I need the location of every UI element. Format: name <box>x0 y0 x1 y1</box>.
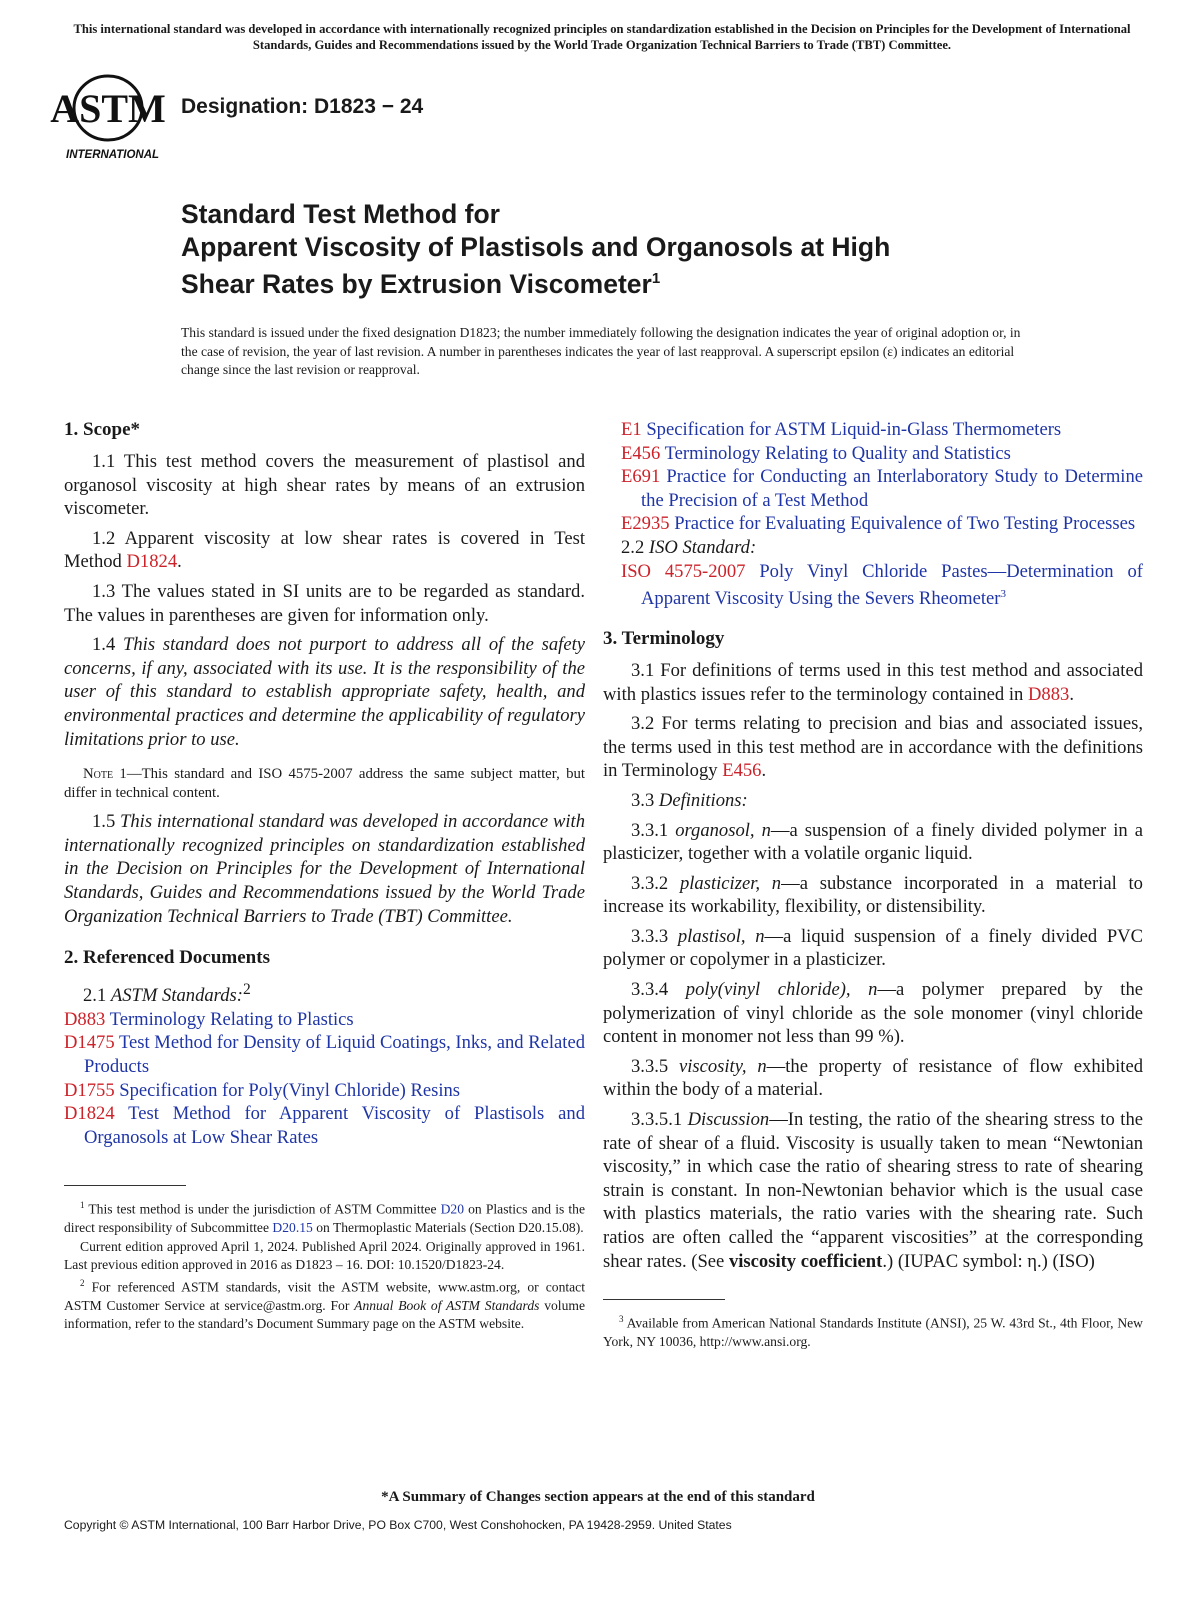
link-d1824[interactable]: D1824 <box>126 551 178 573</box>
terminology-heading: 3. Terminology <box>603 627 725 649</box>
footnote-2: $^2$ For referenced ASTM standards, visit the ASTM website, www.astm.org, or contact ASTM Customer Service at service@astm.org. For Annual Book of ASTM Standards volume information, refer to the standard’s Document Summary page on the ASTM website. <box>64 1278 585 1332</box>
refdocs-heading: 2. Referenced Documents <box>64 947 270 969</box>
svg-text:ASTM: ASTM <box>50 86 166 131</box>
para-1-2: 1.2 Apparent viscosity at low shear rates is covered in Test Method D1824. <box>64 527 585 573</box>
summary-of-changes-note: *A Summary of Changes section appears at the end of this standard <box>381 1489 815 1505</box>
para-3-2: 3.2 For terms relating to precision and bias and associated issues, the terms used in this test method are in accordance with the definitions in Terminology E456. <box>603 713 1143 782</box>
link-d20[interactable]: D20 <box>440 1201 465 1217</box>
link-d20-15[interactable]: D20.15 <box>272 1220 313 1236</box>
footnote-rule-right <box>603 1299 725 1300</box>
copyright: Copyright © ASTM International, 100 Barr Harbor Drive, PO Box C700, West Conshohocken, PA 19428-2959. United States <box>64 1518 732 1532</box>
ref-e691[interactable]: E691 Practice for Conducting an Interlaboratory Study to Determine the Precision of a Test Method <box>621 466 1143 511</box>
discussion-3-3-5-1: 3.3.5.1 Discussion—In testing, the ratio of the shearing stress to the rate of shear of a fluid. Viscosity is usually taken to mean “Newtonian viscosity,” in which case the ratio of shearing stress to rate of shearing strain is constant. In non-Newtonian behavior which is the usual case with plastics materials, the ratio varies with the shearing rate. Such ratios are often called the “apparent viscosities” at the corresponding shear rates. (See viscosity coefficient.) (IUPAC symbol: η.) (ISO) <box>603 1109 1143 1272</box>
document-title: Standard Test Method for Apparent Viscosity of Plastisols and Organosols at High Shear Rates by Extrusion Viscometer$^1$ <box>181 199 891 299</box>
footnote-3: $^3$ Available from American National Standards Institute (ANSI), 25 W. 43rd St., 4th Floor, New York, NY 10036, http://www.ansi.org. <box>603 1314 1143 1350</box>
footnote-1-current: Current edition approved April 1, 2024. Published April 2024. Originally approved in 1961. Last previous edition approved in 2016 as D1823 – 16. DOI: 10.1520/D1823-24. <box>64 1238 585 1272</box>
iso-standard-label: 2.2 ISO Standard: <box>621 536 757 558</box>
def-plastisol: 3.3.3 plastisol, n—a liquid suspension of a finely divided PVC polymer or copolymer in a plasticizer. <box>603 925 1144 971</box>
link-e456[interactable]: E456 <box>722 760 762 782</box>
para-1-5: 1.5 This international standard was developed in accordance with internationally recognized principles on standardization established in the Decision on Principles for the Development of International Standards, Guides and Recommendations issued by the World Trade Organization Technical Barriers to Trade (TBT) Committee. <box>64 811 586 927</box>
issuance-statement: This standard is issued under the fixed designation D1823; the number immediately following the designation indicates the year of original adoption or, in the case of revision, the year of last revision. A number in parentheses indicates the year of last reapproval. A superscript epsilon (ε) indicates an editorial change since the last revision or reapproval. <box>181 325 1021 377</box>
ref-iso-4575[interactable]: ISO 4575-2007 Poly Vinyl Chloride Pastes—Determination of Apparent Viscosity Using the Severs Rheometer$^3$ <box>621 560 1143 610</box>
para-3-1: 3.1 For definitions of terms used in this test method and associated with plastics issues refer to the terminology contained in D883. <box>603 659 1143 705</box>
right-column <box>603 418 1144 1351</box>
para-3-3: 3.3 Definitions: <box>631 789 748 811</box>
ref-d883[interactable]: D883 Terminology Relating to Plastics <box>64 1008 354 1030</box>
astm-standards-label: 2.1 ASTM Standards:$^2$ <box>83 981 251 1007</box>
svg-text:INTERNATIONAL: INTERNATIONAL <box>66 149 160 161</box>
para-1-3: 1.3 The values stated in SI units are to be regarded as standard. The values in parentheses are given for information only. <box>64 580 585 626</box>
astm-logo <box>50 70 170 166</box>
designation: Designation: D1823 − 24 <box>181 95 424 118</box>
def-plasticizer: 3.3.2 plasticizer, n—a substance incorporated in a material to increase its workability, flexibility, or distensibility. <box>603 872 1143 918</box>
ref-d1755[interactable]: D1755 Specification for Poly(Vinyl Chloride) Resins <box>64 1079 461 1101</box>
ref-d1475[interactable]: D1475 Test Method for Density of Liquid Coatings, Inks, and Related Products <box>64 1032 585 1078</box>
para-1-1: 1.1 This test method covers the measurement of plastisol and organosol viscosity at high shear rates by means of an extrusion viscometer. <box>64 451 585 520</box>
footnote-rule <box>64 1185 186 1186</box>
def-organosol: 3.3.1 organosol, n—a suspension of a finely divided polymer in a plasticizer, together with a volatile organic liquid. <box>603 819 1143 865</box>
ref-e456[interactable]: E456 Terminology Relating to Quality and Statistics <box>621 442 1011 464</box>
scope-heading: 1. Scope* <box>64 419 140 440</box>
ref-d1824[interactable]: D1824 Test Method for Apparent Viscosity of Plastisols and Organosols at Low Shear Rates <box>64 1103 585 1148</box>
note-1: Note 1—This standard and ISO 4575-2007 address the same subject matter, but differ in technical content. <box>64 766 585 802</box>
header-note: This international standard was developed in accordance with internationally recognized principles on standardization established in the Decision on Principles for the Development of International Standards, Guides and Recommendations issued by the World Trade Organization Technical Barriers to Trade (TBT) Committee. <box>73 22 1131 52</box>
footnote-1: $^1$ This test method is under the jurisdiction of ASTM Committee D20 on Plastics and is the direct responsibility of Subcommittee D20.15 on Thermoplastic Materials (Section D20.15.08). <box>64 1200 585 1236</box>
ref-e1[interactable]: E1 Specification for ASTM Liquid-in-Glass Thermometers <box>621 419 1062 440</box>
link-d883[interactable]: D883 <box>1027 683 1070 705</box>
def-viscosity: 3.3.5 viscosity, n—the property of resistance of flow exhibited within the body of a material. <box>603 1055 1143 1101</box>
def-pvc: 3.3.4 poly(vinyl chloride), n—a polymer prepared by the polymerization of vinyl chloride as the sole monomer (vinyl chloride content in monomer not less than 99 %). <box>603 979 1143 1048</box>
ref-e2935[interactable]: E2935 Practice for Evaluating Equivalence of Two Testing Processes <box>621 513 1136 535</box>
left-column <box>64 418 585 1334</box>
para-1-4: 1.4 This standard does not purport to address all of the safety concerns, if any, associated with its use. It is the responsibility of the user of this standard to establish appropriate safety, health, and environmental practices and determine the applicability of regulatory limitations prior to use. <box>64 634 585 750</box>
